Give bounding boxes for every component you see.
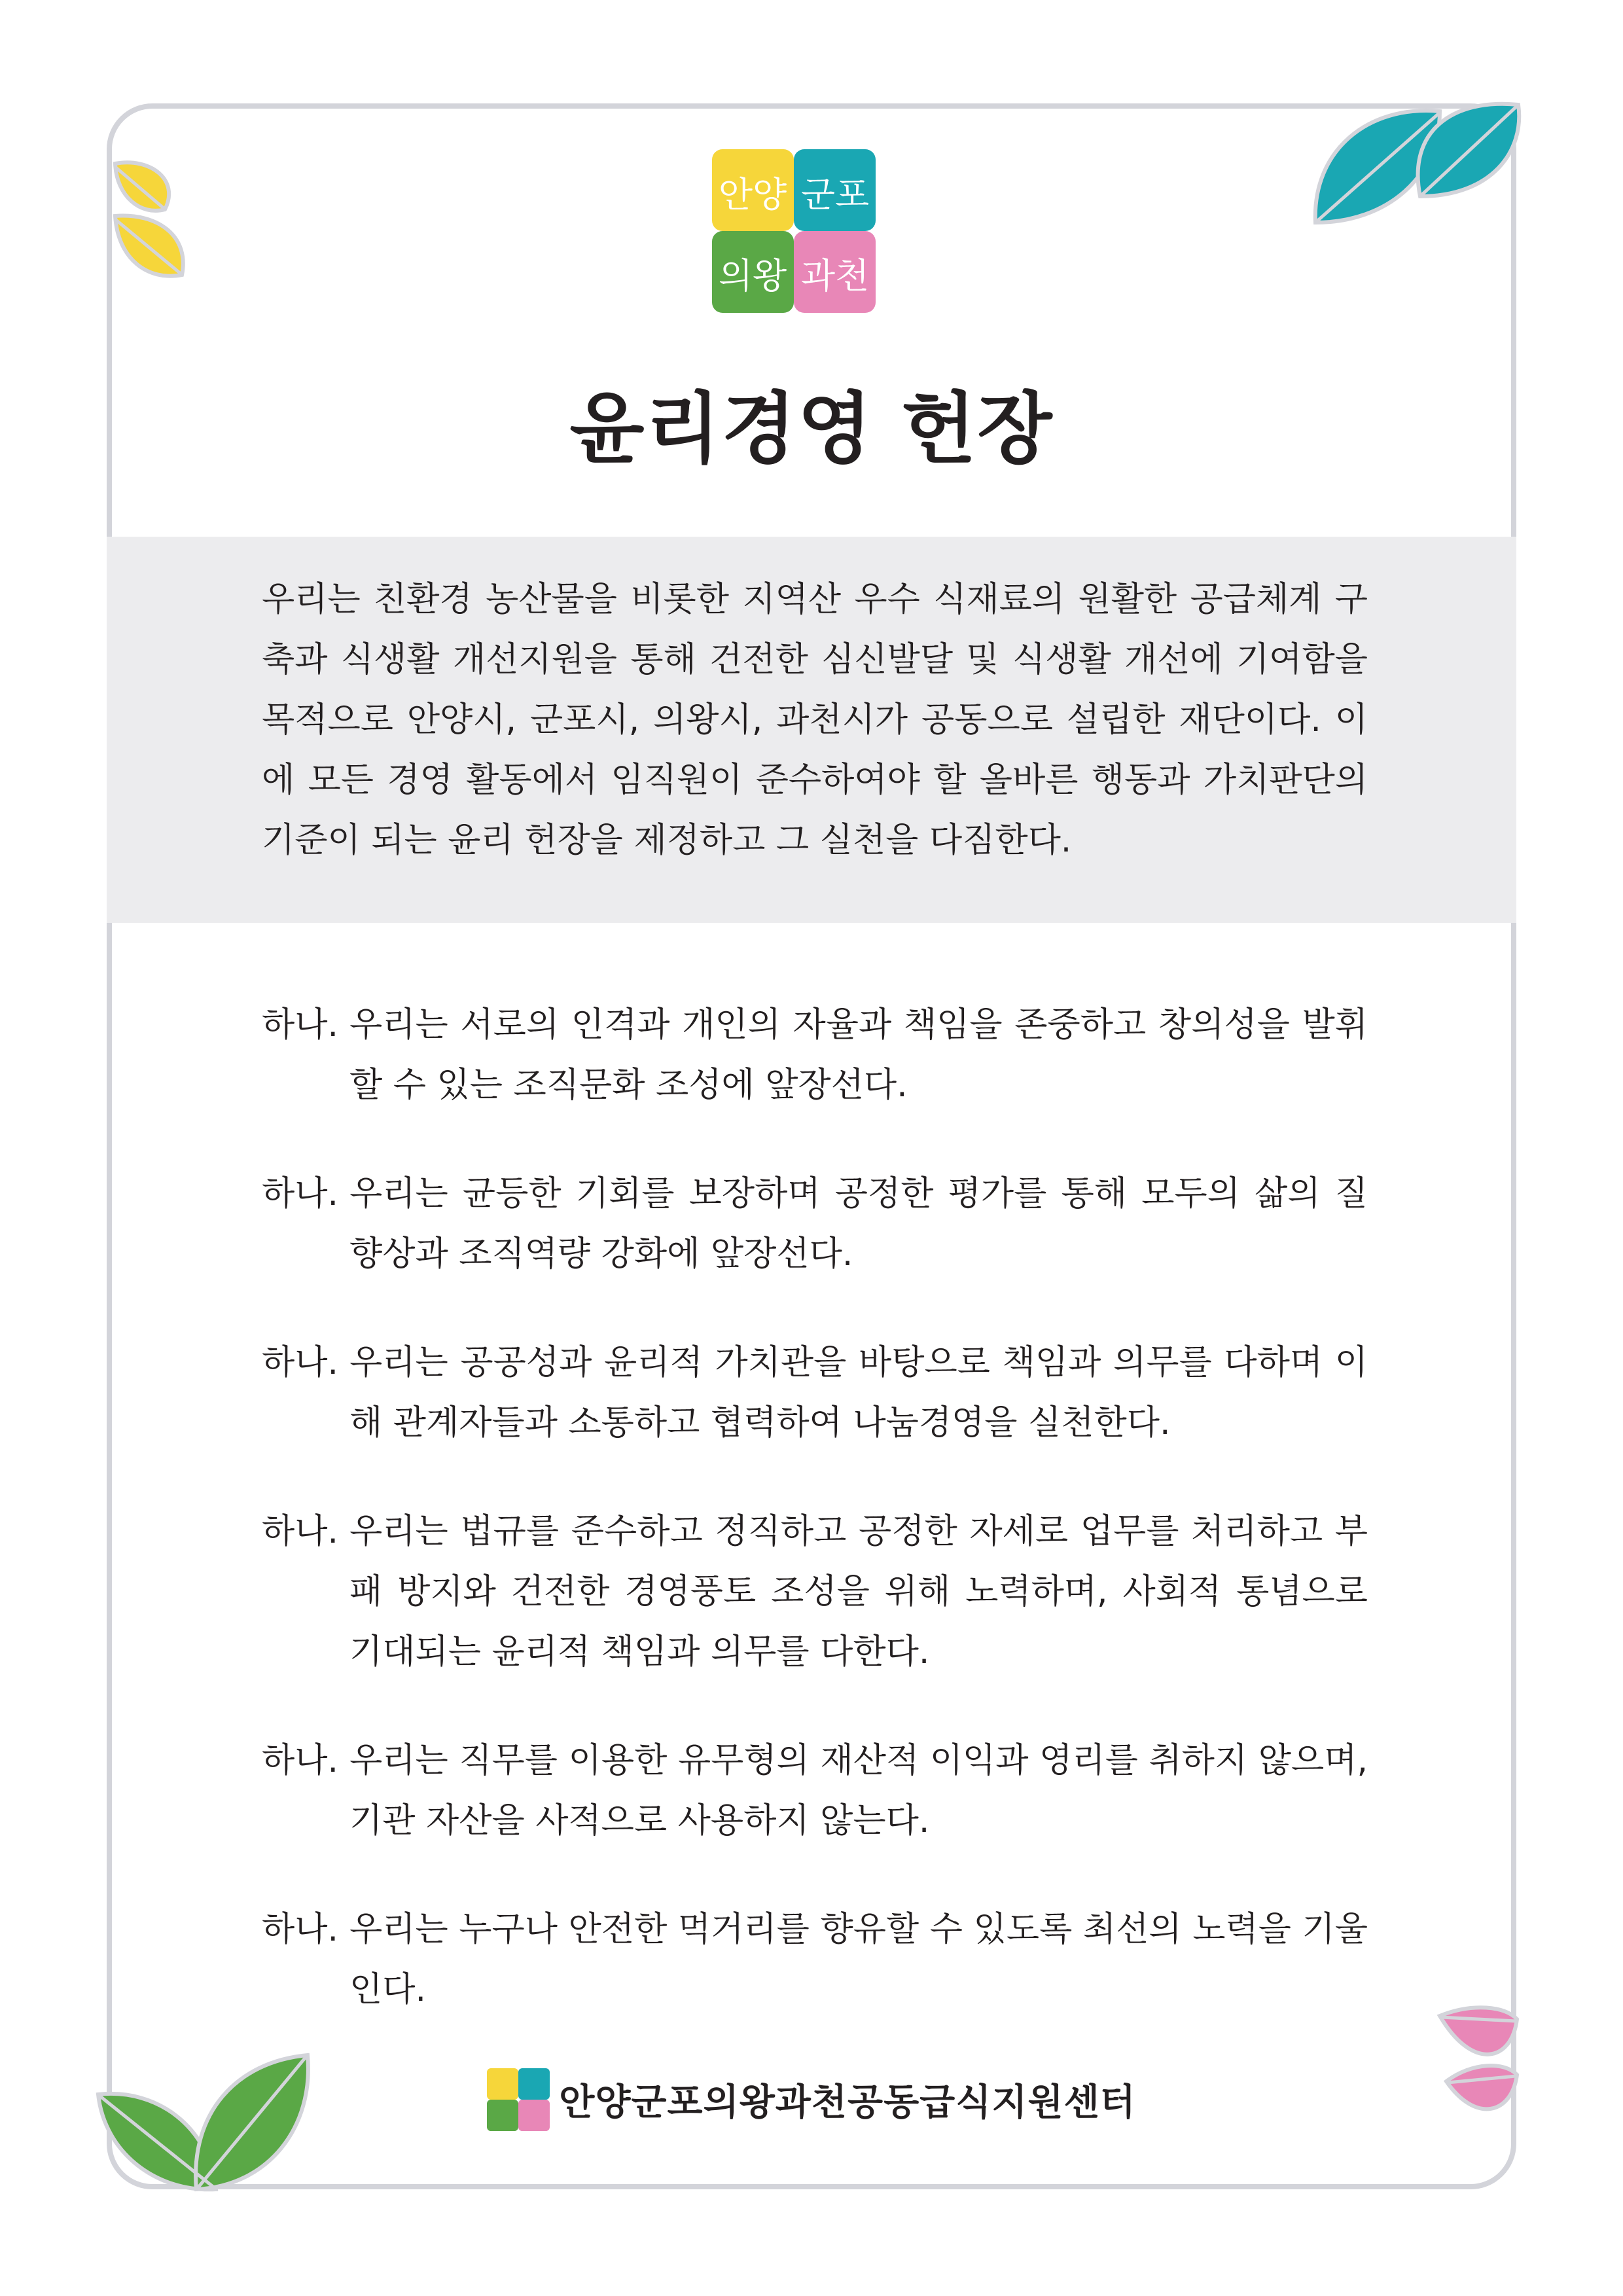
page-title: 윤리경영 헌장 [569,384,1054,474]
article-marker: 하나. [262,1910,338,1949]
charter-article [262,1731,1368,1851]
organization-name: 안양군포의왕과천공동급식지원센터 [559,2081,1136,2124]
article-text: 우리는 누구나 안전한 먹거리를 향유할 수 있도록 최선의 노력을 기울인다. [349,1910,1368,2009]
logo-glyph: 안양 [718,174,787,215]
article-text: 우리는 법규를 준수하고 정직하고 공정한 자세로 업무를 처리하고 부패 방지와 건전한 경영풍토 조성을 위해 노력하며, 사회적 통념으로 기대되는 윤리적 책임과 의무를 다한다. [349,1512,1368,1672]
charter-article [262,1333,1368,1453]
charter-article [262,1164,1368,1284]
organization-logo-icon [712,149,876,313]
charter-article [262,1899,1368,2020]
article-marker: 하나. [262,1343,338,1382]
article-marker: 하나. [262,1741,338,1780]
charter-article [262,1501,1368,1682]
logo-glyph: 의왕 [718,255,787,296]
intro-paragraph: 우리는 친환경 농산물을 비롯한 지역산 우수 식재료의 원활한 공급체계 구축과 식생활 개선지원을 통해 건전한 심신발달 및 식생활 개선에 기여함을 목적으로 안양시, 군포시, 의왕시, 과천시가 공동으로 설립한 재단이다. 이에 모든 경영 활동에서 임직원이 준수하여야 할 올바른 행동과 가치판단의 기준이 되는 윤리 헌장을 제정하고 그 실천을 다짐한다. [262,580,1368,860]
article-text: 우리는 직무를 이용한 유무형의 재산적 이익과 영리를 취하지 않으며, 기관 자산을 사적으로 사용하지 않는다. [349,1741,1368,1840]
article-text: 우리는 서로의 인격과 개인의 자율과 책임을 존중하고 창의성을 발휘할 수 있는 조직문화 조성에 앞장선다. [349,1005,1368,1105]
footer-logo-icon [487,2068,550,2131]
article-marker: 하나. [262,1512,338,1551]
article-marker: 하나. [262,1005,338,1045]
article-text: 우리는 균등한 기회를 보장하며 공정한 평가를 통해 모두의 삶의 질 향상과 조직역량 강화에 앞장선다. [349,1174,1368,1274]
logo-glyph: 군포 [800,174,870,215]
article-marker: 하나. [262,1174,338,1213]
footer [0,2068,1623,2131]
logo-glyph: 과천 [800,255,870,296]
article-text: 우리는 공공성과 윤리적 가치관을 바탕으로 책임과 의무를 다하며 이해 관계자들과 소통하고 협력하여 나눔경영을 실천한다. [349,1343,1368,1443]
charter-articles [262,995,1368,2068]
charter-article [262,995,1368,1115]
